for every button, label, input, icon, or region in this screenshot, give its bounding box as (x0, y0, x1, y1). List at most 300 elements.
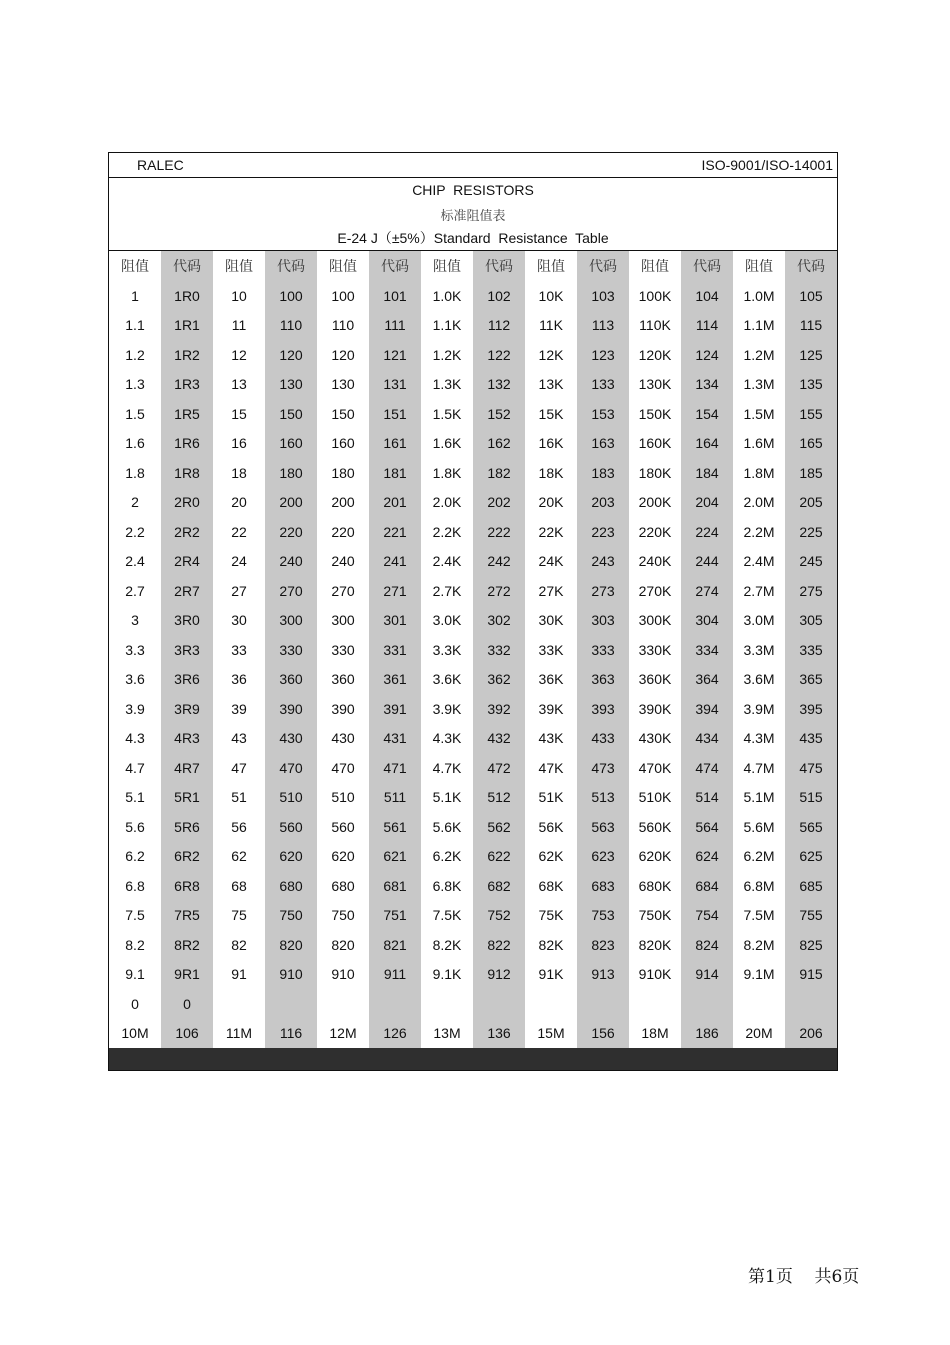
column-header-code: 代码 (473, 251, 525, 281)
code-cell: 512 (473, 783, 525, 813)
value-cell: 16K (538, 435, 564, 452)
value-cell: 330K (638, 641, 672, 658)
value-cell: 10K (538, 287, 564, 304)
code-cell: 684 (681, 871, 733, 901)
code-cell: 824 (681, 930, 733, 960)
code-cell: 135 (785, 370, 837, 400)
code-cell: 430 (265, 724, 317, 754)
code-cell: 133 (577, 370, 629, 400)
code-cell: 225 (785, 517, 837, 547)
value-cell: 36K (538, 671, 564, 688)
code-cell: 2R7 (161, 576, 213, 606)
value-cell: 2.7 (125, 582, 145, 599)
code-cell: 561 (369, 812, 421, 842)
table-row (109, 606, 837, 636)
code-cell: 470 (265, 753, 317, 783)
code-cell: 114 (681, 311, 733, 341)
resistance-table-sheet (108, 152, 838, 1071)
value-cell (317, 989, 369, 1019)
code-cell: 8R2 (161, 930, 213, 960)
value-cell: 6.2M (743, 848, 775, 865)
table-row (109, 812, 837, 842)
column-header-value: 阻值 (433, 259, 461, 275)
value-cell: 11M (225, 1025, 253, 1042)
code-cell: 134 (681, 370, 733, 400)
column-header-value: 阻值 (745, 259, 773, 275)
code-cell: 272 (473, 576, 525, 606)
value-cell: 560 (331, 818, 355, 835)
code-cell: 302 (473, 606, 525, 636)
value-cell: 430K (638, 730, 672, 747)
brand-label: RALEC (137, 157, 184, 173)
value-cell: 1.6 (125, 435, 145, 452)
value-cell: 51K (538, 789, 564, 806)
code-cell: 431 (369, 724, 421, 754)
value-cell: 2.4 (125, 553, 145, 570)
code-cell: 164 (681, 429, 733, 459)
value-cell: 15 (231, 405, 247, 422)
value-cell (733, 989, 785, 1019)
table-row (109, 694, 837, 724)
value-cell: 1.5 (125, 405, 145, 422)
value-cell: 240 (331, 553, 355, 570)
column-header-code: 代码 (577, 251, 629, 281)
code-cell: 113 (577, 311, 629, 341)
table-row (109, 399, 837, 429)
table-row (109, 783, 837, 813)
code-cell: 620 (265, 842, 317, 872)
value-cell: 300 (331, 612, 355, 629)
code-cell: 161 (369, 429, 421, 459)
code-cell: 162 (473, 429, 525, 459)
value-cell: 390K (638, 700, 672, 717)
table-row (109, 517, 837, 547)
table-row (109, 665, 837, 695)
value-cell: 18 (231, 464, 247, 481)
value-cell: 6.2 (125, 848, 145, 865)
code-cell: 4R3 (161, 724, 213, 754)
value-cell: 20M (745, 1025, 773, 1042)
code-cell (265, 989, 317, 1019)
table-row (109, 281, 837, 311)
code-cell: 332 (473, 635, 525, 665)
value-cell: 3.6 (125, 671, 145, 688)
value-cell: 7.5 (125, 907, 145, 924)
code-cell (473, 989, 525, 1019)
value-cell: 4.3M (743, 730, 775, 747)
value-cell: 11 (231, 317, 247, 334)
value-cell: 39K (538, 700, 564, 717)
value-cell: 1.2K (432, 346, 462, 363)
value-cell: 620 (331, 848, 355, 865)
code-cell: 913 (577, 960, 629, 990)
code-cell: 101 (369, 281, 421, 311)
code-cell: 0 (161, 989, 213, 1019)
value-cell: 27K (538, 582, 564, 599)
code-cell: 100 (265, 281, 317, 311)
code-cell: 515 (785, 783, 837, 813)
code-cell: 751 (369, 901, 421, 931)
value-cell: 39 (231, 700, 247, 717)
table-row (109, 635, 837, 665)
value-cell: 1.8 (125, 464, 145, 481)
series-row (109, 226, 837, 250)
value-cell: 62 (231, 848, 247, 865)
code-cell: 220 (265, 517, 317, 547)
code-cell: 395 (785, 694, 837, 724)
value-cell: 100 (331, 287, 355, 304)
code-cell: 183 (577, 458, 629, 488)
value-cell: 5.1M (743, 789, 775, 806)
code-cell: 754 (681, 901, 733, 931)
code-cell: 683 (577, 871, 629, 901)
value-cell: 43K (538, 730, 564, 747)
code-cell: 124 (681, 340, 733, 370)
value-cell: 22K (538, 523, 564, 540)
value-cell: 8.2 (125, 936, 145, 953)
table-row (109, 1019, 837, 1049)
code-cell: 115 (785, 311, 837, 341)
code-cell: 364 (681, 665, 733, 695)
code-cell: 243 (577, 547, 629, 577)
value-cell: 5.1 (125, 789, 145, 806)
code-cell: 125 (785, 340, 837, 370)
value-cell: 6.8M (743, 877, 775, 894)
value-cell: 5.1K (432, 789, 462, 806)
code-cell: 472 (473, 753, 525, 783)
code-cell: 910 (265, 960, 317, 990)
code-cell: 335 (785, 635, 837, 665)
value-cell: 220 (331, 523, 355, 540)
value-cell: 20K (538, 494, 564, 511)
code-cell: 360 (265, 665, 317, 695)
value-cell: 1.1 (125, 317, 145, 334)
code-cell: 152 (473, 399, 525, 429)
code-cell: 245 (785, 547, 837, 577)
code-cell: 126 (369, 1019, 421, 1049)
value-cell: 270K (638, 582, 672, 599)
code-cell: 121 (369, 340, 421, 370)
code-cell: 224 (681, 517, 733, 547)
resistance-grid (109, 250, 837, 1048)
code-cell: 156 (577, 1019, 629, 1049)
code-cell: 202 (473, 488, 525, 518)
table-row (109, 370, 837, 400)
code-cell: 473 (577, 753, 629, 783)
value-cell: 20 (231, 494, 247, 511)
code-cell: 621 (369, 842, 421, 872)
code-cell: 303 (577, 606, 629, 636)
value-cell: 820K (638, 936, 672, 953)
value-cell: 6.8K (432, 877, 462, 894)
table-row (109, 458, 837, 488)
code-cell: 560 (265, 812, 317, 842)
code-cell: 624 (681, 842, 733, 872)
value-cell: 750K (638, 907, 672, 924)
code-cell: 822 (473, 930, 525, 960)
code-cell: 434 (681, 724, 733, 754)
value-cell: 5.6K (432, 818, 462, 835)
code-cell: 565 (785, 812, 837, 842)
code-cell: 186 (681, 1019, 733, 1049)
value-cell: 75K (538, 907, 564, 924)
code-cell: 331 (369, 635, 421, 665)
code-cell: 755 (785, 901, 837, 931)
code-cell: 123 (577, 340, 629, 370)
code-cell: 682 (473, 871, 525, 901)
code-cell: 511 (369, 783, 421, 813)
table-row (109, 576, 837, 606)
value-cell: 3.9M (743, 700, 775, 717)
code-cell: 106 (161, 1019, 213, 1049)
table-row (109, 311, 837, 341)
code-cell: 154 (681, 399, 733, 429)
table-row (109, 724, 837, 754)
code-cell: 471 (369, 753, 421, 783)
table-title: CHIP RESISTORS (412, 182, 534, 198)
table-row (109, 753, 837, 783)
value-cell: 10M (121, 1025, 149, 1042)
code-cell: 6R2 (161, 842, 213, 872)
value-cell: 1.3K (432, 376, 462, 393)
value-cell: 27 (231, 582, 247, 599)
value-cell: 2 (131, 494, 139, 511)
value-cell: 33K (538, 641, 564, 658)
value-cell: 240K (638, 553, 672, 570)
value-cell: 68 (231, 877, 247, 894)
code-cell: 514 (681, 783, 733, 813)
value-cell: 8.2M (743, 936, 775, 953)
value-cell: 30K (538, 612, 564, 629)
value-cell: 12K (538, 346, 564, 363)
value-cell: 15M (537, 1025, 565, 1042)
value-cell: 2.2M (743, 523, 775, 540)
value-cell: 1.3 (125, 376, 145, 393)
code-cell: 623 (577, 842, 629, 872)
code-cell: 365 (785, 665, 837, 695)
code-cell: 2R4 (161, 547, 213, 577)
code-cell: 2R2 (161, 517, 213, 547)
table-row (109, 901, 837, 931)
value-cell: 82K (538, 936, 564, 953)
value-cell: 2.7K (432, 582, 462, 599)
code-cell: 1R8 (161, 458, 213, 488)
value-cell: 110 (331, 317, 355, 334)
code-cell: 1R6 (161, 429, 213, 459)
value-cell: 47 (231, 759, 247, 776)
value-cell: 13M (433, 1025, 461, 1042)
value-cell: 150 (331, 405, 355, 422)
value-cell: 1.0K (432, 287, 462, 304)
code-cell: 390 (265, 694, 317, 724)
value-cell: 200 (331, 494, 355, 511)
value-cell: 910 (331, 966, 355, 983)
table-row (109, 871, 837, 901)
code-cell: 136 (473, 1019, 525, 1049)
value-cell: 9.1K (432, 966, 462, 983)
value-cell: 130 (331, 376, 355, 393)
code-cell: 180 (265, 458, 317, 488)
value-cell: 160K (638, 435, 672, 452)
code-cell: 433 (577, 724, 629, 754)
value-cell: 680 (331, 877, 355, 894)
code-cell: 241 (369, 547, 421, 577)
value-cell: 180K (638, 464, 672, 481)
page-number (748, 1262, 859, 1287)
value-cell: 10 (231, 287, 247, 304)
value-cell: 470 (331, 759, 355, 776)
value-cell: 2.2 (125, 523, 145, 540)
value-cell: 4.7M (743, 759, 775, 776)
value-cell: 1.1K (432, 317, 462, 334)
value-cell: 330 (331, 641, 355, 658)
code-cell: 361 (369, 665, 421, 695)
value-cell: 4.3K (432, 730, 462, 747)
code-cell: 1R2 (161, 340, 213, 370)
value-cell: 7.5K (432, 907, 462, 924)
table-row (109, 960, 837, 990)
code-cell: 182 (473, 458, 525, 488)
code-cell: 3R3 (161, 635, 213, 665)
code-cell: 120 (265, 340, 317, 370)
code-cell: 681 (369, 871, 421, 901)
table-row (109, 989, 837, 1019)
code-cell: 564 (681, 812, 733, 842)
value-cell: 62K (538, 848, 564, 865)
value-cell: 47K (538, 759, 564, 776)
code-cell: 333 (577, 635, 629, 665)
value-cell: 1 (131, 287, 139, 304)
value-cell: 3.9 (125, 700, 145, 717)
code-cell: 3R6 (161, 665, 213, 695)
code-cell: 116 (265, 1019, 317, 1049)
value-cell: 1.0M (743, 287, 775, 304)
code-cell: 625 (785, 842, 837, 872)
value-cell: 2.2K (432, 523, 462, 540)
value-cell: 9.1 (125, 966, 145, 983)
code-cell: 103 (577, 281, 629, 311)
value-cell: 8.2K (432, 936, 462, 953)
value-cell: 3.3 (125, 641, 145, 658)
value-cell: 18K (538, 464, 564, 481)
value-cell: 6.2K (432, 848, 462, 865)
value-cell: 51 (231, 789, 247, 806)
code-cell: 334 (681, 635, 733, 665)
value-cell: 1.6K (432, 435, 462, 452)
value-cell: 15K (538, 405, 564, 422)
code-cell: 914 (681, 960, 733, 990)
code-cell: 685 (785, 871, 837, 901)
value-cell: 220K (638, 523, 672, 540)
value-cell (629, 989, 681, 1019)
value-cell: 1.8K (432, 464, 462, 481)
value-cell: 130K (638, 376, 672, 393)
code-cell: 825 (785, 930, 837, 960)
value-cell: 300K (638, 612, 672, 629)
value-cell: 3.3M (743, 641, 775, 658)
table-row (109, 842, 837, 872)
code-cell: 205 (785, 488, 837, 518)
value-cell: 24 (231, 553, 247, 570)
value-cell: 200K (638, 494, 672, 511)
value-cell: 5.6 (125, 818, 145, 835)
value-cell: 470K (638, 759, 672, 776)
code-cell (577, 989, 629, 1019)
value-cell: 160 (331, 435, 355, 452)
code-cell: 305 (785, 606, 837, 636)
value-cell: 510K (638, 789, 672, 806)
value-cell: 6.8 (125, 877, 145, 894)
column-header-value: 阻值 (537, 259, 565, 275)
code-cell: 131 (369, 370, 421, 400)
code-cell: 394 (681, 694, 733, 724)
value-cell: 100K (638, 287, 672, 304)
code-cell: 271 (369, 576, 421, 606)
code-cell: 5R1 (161, 783, 213, 813)
code-cell: 680 (265, 871, 317, 901)
value-cell: 1.5K (432, 405, 462, 422)
code-cell: 4R7 (161, 753, 213, 783)
column-header-code: 代码 (369, 251, 421, 281)
page-current: 第1页 (748, 1267, 793, 1287)
value-cell: 4.7 (125, 759, 145, 776)
column-header-code: 代码 (681, 251, 733, 281)
code-cell: 102 (473, 281, 525, 311)
code-cell: 165 (785, 429, 837, 459)
value-cell: 1.2M (743, 346, 775, 363)
value-cell: 5.6M (743, 818, 775, 835)
code-cell: 222 (473, 517, 525, 547)
code-cell: 915 (785, 960, 837, 990)
value-cell: 3.3K (432, 641, 462, 658)
value-cell: 68K (538, 877, 564, 894)
page-total: 共6页 (814, 1267, 860, 1287)
code-cell: 301 (369, 606, 421, 636)
code-cell: 563 (577, 812, 629, 842)
code-cell: 181 (369, 458, 421, 488)
value-cell: 270 (331, 582, 355, 599)
value-cell: 22 (231, 523, 247, 540)
code-cell: 562 (473, 812, 525, 842)
code-cell: 110 (265, 311, 317, 341)
series-title: E-24 J（±5%）Standard Resistance Table (337, 230, 609, 246)
value-cell: 820 (331, 936, 355, 953)
value-cell: 3.6M (743, 671, 775, 688)
column-header-row (109, 251, 837, 281)
value-cell: 3.0K (432, 612, 462, 629)
code-cell (681, 989, 733, 1019)
value-cell: 9.1M (743, 966, 775, 983)
value-cell: 110K (639, 317, 671, 334)
certification-label: ISO-9001/ISO-14001 (701, 157, 833, 173)
value-cell: 56 (231, 818, 247, 835)
code-cell: 3R9 (161, 694, 213, 724)
code-cell: 201 (369, 488, 421, 518)
code-cell (785, 989, 837, 1019)
value-cell: 910K (638, 966, 672, 983)
value-cell (421, 989, 473, 1019)
code-cell: 2R0 (161, 488, 213, 518)
value-cell: 750 (331, 907, 355, 924)
value-cell: 360 (331, 671, 355, 688)
value-cell: 75 (231, 907, 247, 924)
column-header-value: 阻值 (225, 259, 253, 275)
code-cell: 911 (369, 960, 421, 990)
code-cell: 475 (785, 753, 837, 783)
value-cell: 16 (231, 435, 247, 452)
value-cell: 1.1M (743, 317, 775, 334)
value-cell: 2.4M (743, 553, 775, 570)
